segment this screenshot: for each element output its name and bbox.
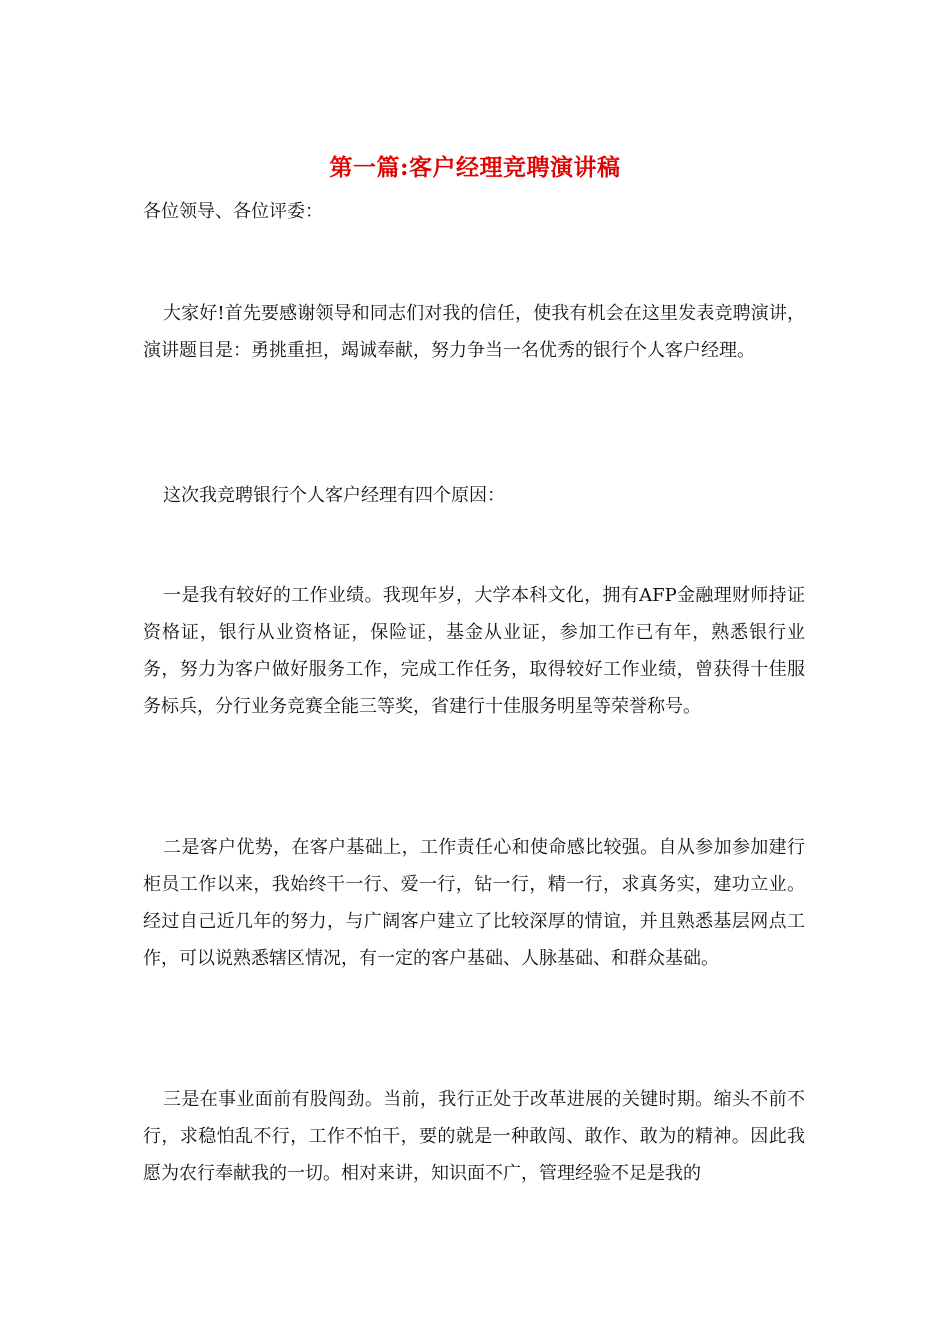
paragraph-greeting: 大家好!首先要感谢领导和同志们对我的信任，使我有机会在这里发表竞聘演讲，演讲题目是：勇挑重担，竭诚奉献，努力争当一名优秀的银行个人客户经理。 (143, 303, 805, 361)
document-title: 第一篇:客户经理竞聘演讲稿 (329, 154, 621, 181)
paragraph-reasons-intro: 这次我竞聘银行个人客户经理有四个原因： (163, 485, 505, 506)
paragraph-reason-two: 二是客户优势，在客户基础上，工作责任心和使命感比较强。自从参加参加建行柜员工作以来，我始终干一行、爱一行，钻一行，精一行，求真务实，建功立业。经过自己近几年的努力，与广阔客户建立了比较深厚的情谊，并且熟悉基层网点工作，可以说熟悉辖区情况，有一定的客户基础、人脉基础、和群众基础。 (143, 837, 805, 969)
paragraph-reason-one: 一是我有较好的工作业绩。我现年岁，大学本科文化，拥有AFP金融理财师持证资格证，银行从业资格证，保险证，基金从业证，参加工作已有年，熟悉银行业务，努力为客户做好服务工作，完成工作任务，取得较好工作业绩，曾获得十佳服务标兵，分行业务竞赛全能三等奖，省建行十佳服务明星等荣誉称号。 (143, 585, 805, 717)
paragraph-reason-three: 三是在事业面前有股闯劲。当前，我行正处于改革进展的关键时期。缩头不前不行，求稳怕乱不行，工作不怕干，要的就是一种敢闯、敢作、敢为的精神。因此我愿为农行奉献我的一切。相对来讲，知识面不广，管理经验不足是我的 (143, 1089, 805, 1184)
salutation: 各位领导、各位评委： (143, 201, 323, 222)
